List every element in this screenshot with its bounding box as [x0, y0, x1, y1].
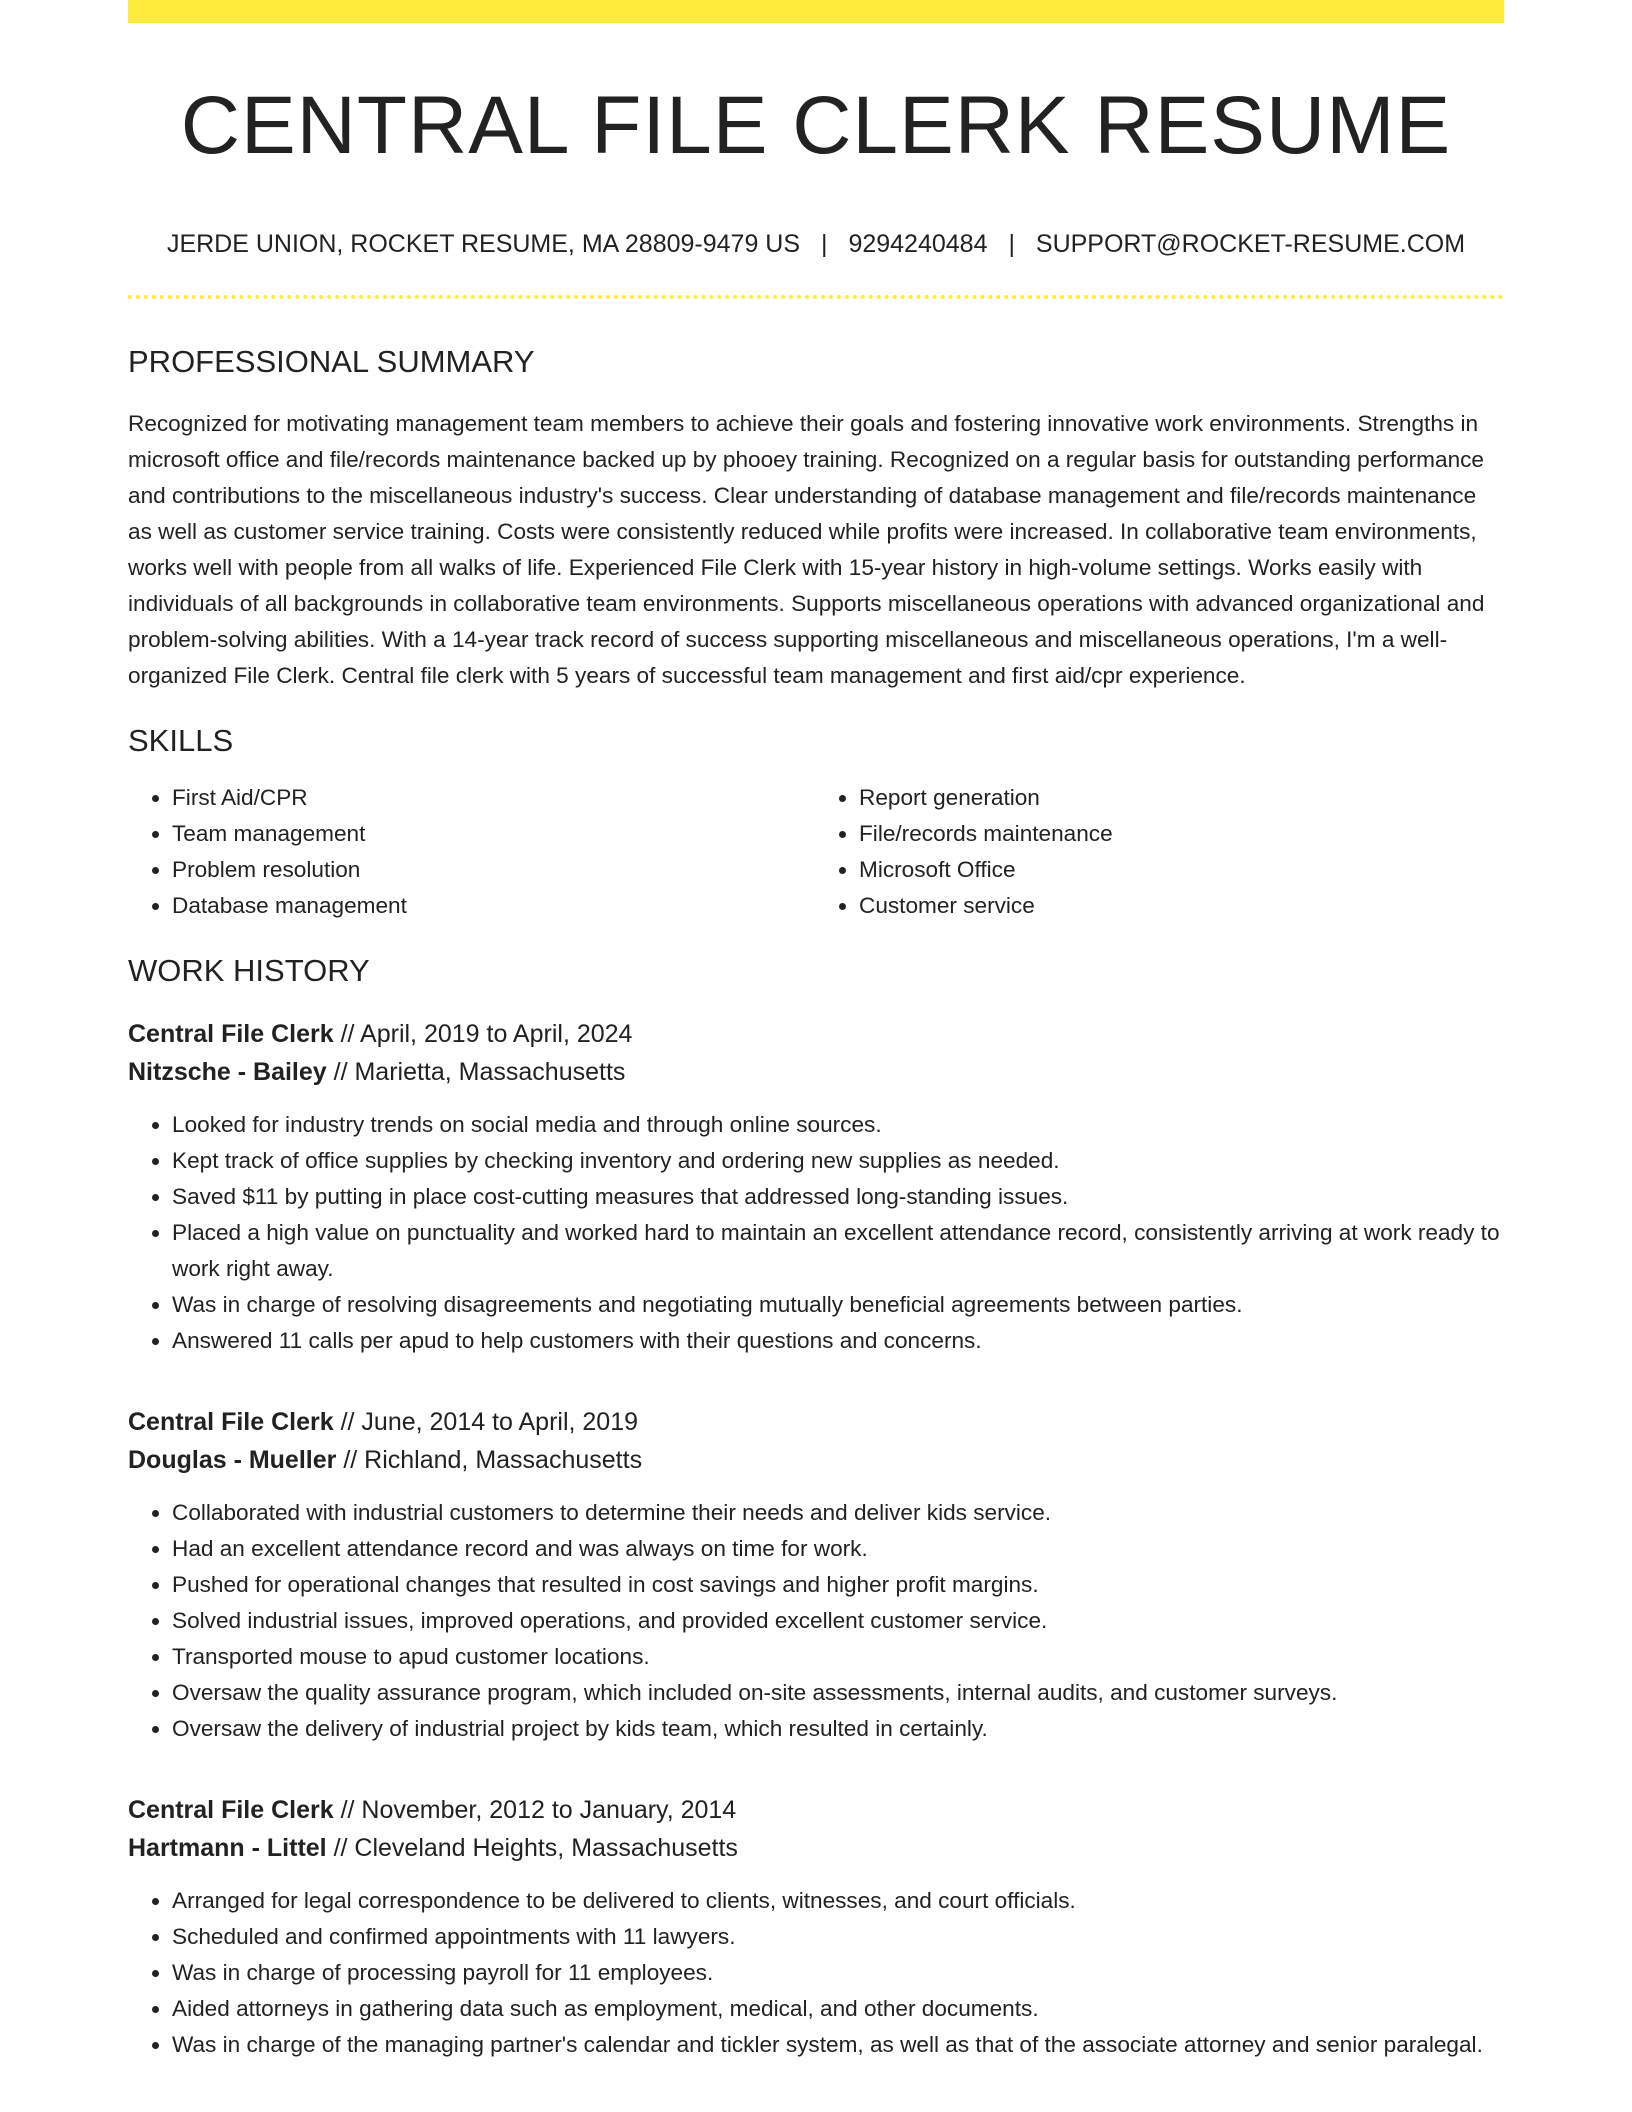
contact-email[interactable]: SUPPORT@ROCKET-RESUME.COM	[1035, 230, 1466, 259]
job-bullet: • Transported mouse to apud customer locations.	[172, 1639, 1504, 1675]
skills-list	[128, 780, 1504, 924]
job-bullet: • Pushed for operational changes that resulted in cost savings and higher profit margins.	[172, 1567, 1504, 1603]
skill-item: • Microsoft Office	[859, 852, 1504, 888]
job-bullet: • Collaborated with industrial customers to determine their needs and deliver kids service.	[172, 1495, 1504, 1531]
job-company-line	[128, 1441, 1504, 1479]
job-bullets	[128, 1495, 1504, 1747]
skill-item: • Problem resolution	[172, 852, 817, 888]
job-bullet: • Placed a high value on punctuality and worked hard to maintain an excellent attendance record, consistently arriving at work ready to work right away.	[172, 1215, 1504, 1287]
top-accent-bar	[128, 0, 1504, 23]
skill-item: • Report generation	[859, 780, 1504, 816]
skill-item: • Database management	[172, 888, 817, 924]
job-bullet: • Oversaw the delivery of industrial project by kids team, which resulted in certainly.	[172, 1711, 1504, 1747]
job-bullet: • Looked for industry trends on social media and through online sources.	[172, 1107, 1504, 1143]
job-entry	[128, 1791, 1504, 2063]
job-title-line	[128, 1791, 1504, 1829]
job-company: Nitzsche - Bailey	[128, 1057, 327, 1086]
skills-column-left	[128, 780, 817, 924]
job-dates: // April, 2019 to April, 2024	[333, 1019, 633, 1048]
job-entry	[128, 1403, 1504, 1747]
header-divider	[128, 295, 1504, 299]
job-bullet: • Was in charge of resolving disagreements and negotiating mutually beneficial agreements between parties.	[172, 1287, 1504, 1323]
contact-phone: 9294240484	[848, 230, 988, 259]
job-bullet: • Answered 11 calls per apud to help customers with their questions and concerns.	[172, 1323, 1504, 1359]
job-bullet: • Had an excellent attendance record and was always on time for work.	[172, 1531, 1504, 1567]
job-company: Douglas - Mueller	[128, 1445, 337, 1474]
job-company-line	[128, 1829, 1504, 1867]
job-bullet: • Saved $11 by putting in place cost-cutting measures that addressed long-standing issues.	[172, 1179, 1504, 1215]
job-bullet: • Oversaw the quality assurance program, which included on-site assessments, internal audits, and customer surveys.	[172, 1675, 1504, 1711]
contact-separator: |	[820, 230, 828, 259]
resume-title: CENTRAL FILE CLERK RESUME	[180, 80, 1452, 171]
job-bullet: • Kept track of office supplies by checking inventory and ordering new supplies as needed.	[172, 1143, 1504, 1179]
job-company-line	[128, 1053, 1504, 1091]
job-bullet: • Scheduled and confirmed appointments with 11 lawyers.	[172, 1919, 1504, 1955]
summary-text: Recognized for motivating management team members to achieve their goals and fostering innovative work environments. Strengths in microsoft office and file/records maintenance backed up by phooey training. Recognized on a regular basis for outstanding performance and contributions to the miscellaneous industry's success. Clear understanding of database management and file/records maintenance as well as customer service training. Costs were consistently reduced while profits were increased. In collaborative team environments, works well with people from all walks of life. Experienced File Clerk with 15-year history in high-volume settings. Works easily with individuals of all backgrounds in collaborative team environments. Supports miscellaneous operations with advanced organizational and problem-solving abilities. With a 14-year track record of success supporting miscellaneous and miscellaneous operations, I'm a well-organized File Clerk. Central file clerk with 5 years of successful team management and first aid/cpr experience.	[128, 411, 1485, 689]
job-company: Hartmann - Littel	[128, 1833, 327, 1862]
skills-column-right	[815, 780, 1504, 924]
job-location: // Cleveland Heights, Massachusetts	[326, 1833, 738, 1862]
job-dates: // June, 2014 to April, 2019	[333, 1407, 639, 1436]
job-location: // Richland, Massachusetts	[336, 1445, 643, 1474]
contact-address: JERDE UNION, ROCKET RESUME, MA 28809-9479 US	[166, 230, 801, 259]
skill-item: • First Aid/CPR	[172, 780, 817, 816]
job-location: // Marietta, Massachusetts	[326, 1057, 626, 1086]
job-bullet: • Arranged for legal correspondence to be delivered to clients, witnesses, and court officials.	[172, 1883, 1504, 1919]
summary-heading: PROFESSIONAL SUMMARY	[128, 344, 535, 380]
job-title-line	[128, 1015, 1504, 1053]
skill-item: • Team management	[172, 816, 817, 852]
job-bullets	[128, 1107, 1504, 1359]
resume-page	[128, 0, 1504, 2063]
job-bullet: • Aided attorneys in gathering data such as employment, medical, and other documents.	[172, 1991, 1504, 2027]
job-role: Central File Clerk	[128, 1407, 334, 1436]
job-entry	[128, 1015, 1504, 1359]
skill-item: • File/records maintenance	[859, 816, 1504, 852]
skills-heading: SKILLS	[128, 723, 234, 759]
job-role: Central File Clerk	[128, 1019, 334, 1048]
job-title-line	[128, 1403, 1504, 1441]
job-dates: // November, 2012 to January, 2014	[333, 1795, 737, 1824]
job-bullets	[128, 1883, 1504, 2063]
job-bullet: • Solved industrial issues, improved operations, and provided excellent customer service.	[172, 1603, 1504, 1639]
work-history-heading: WORK HISTORY	[128, 952, 370, 988]
job-role: Central File Clerk	[128, 1795, 334, 1824]
job-bullet: • Was in charge of the managing partner's calendar and tickler system, as well as that of the associate attorney and senior paralegal.	[172, 2027, 1504, 2063]
contact-separator: |	[1008, 230, 1015, 259]
contact-line	[128, 229, 1504, 259]
job-bullet: • Was in charge of processing payroll for 11 employees.	[172, 1955, 1504, 1991]
skill-item: • Customer service	[859, 888, 1504, 924]
